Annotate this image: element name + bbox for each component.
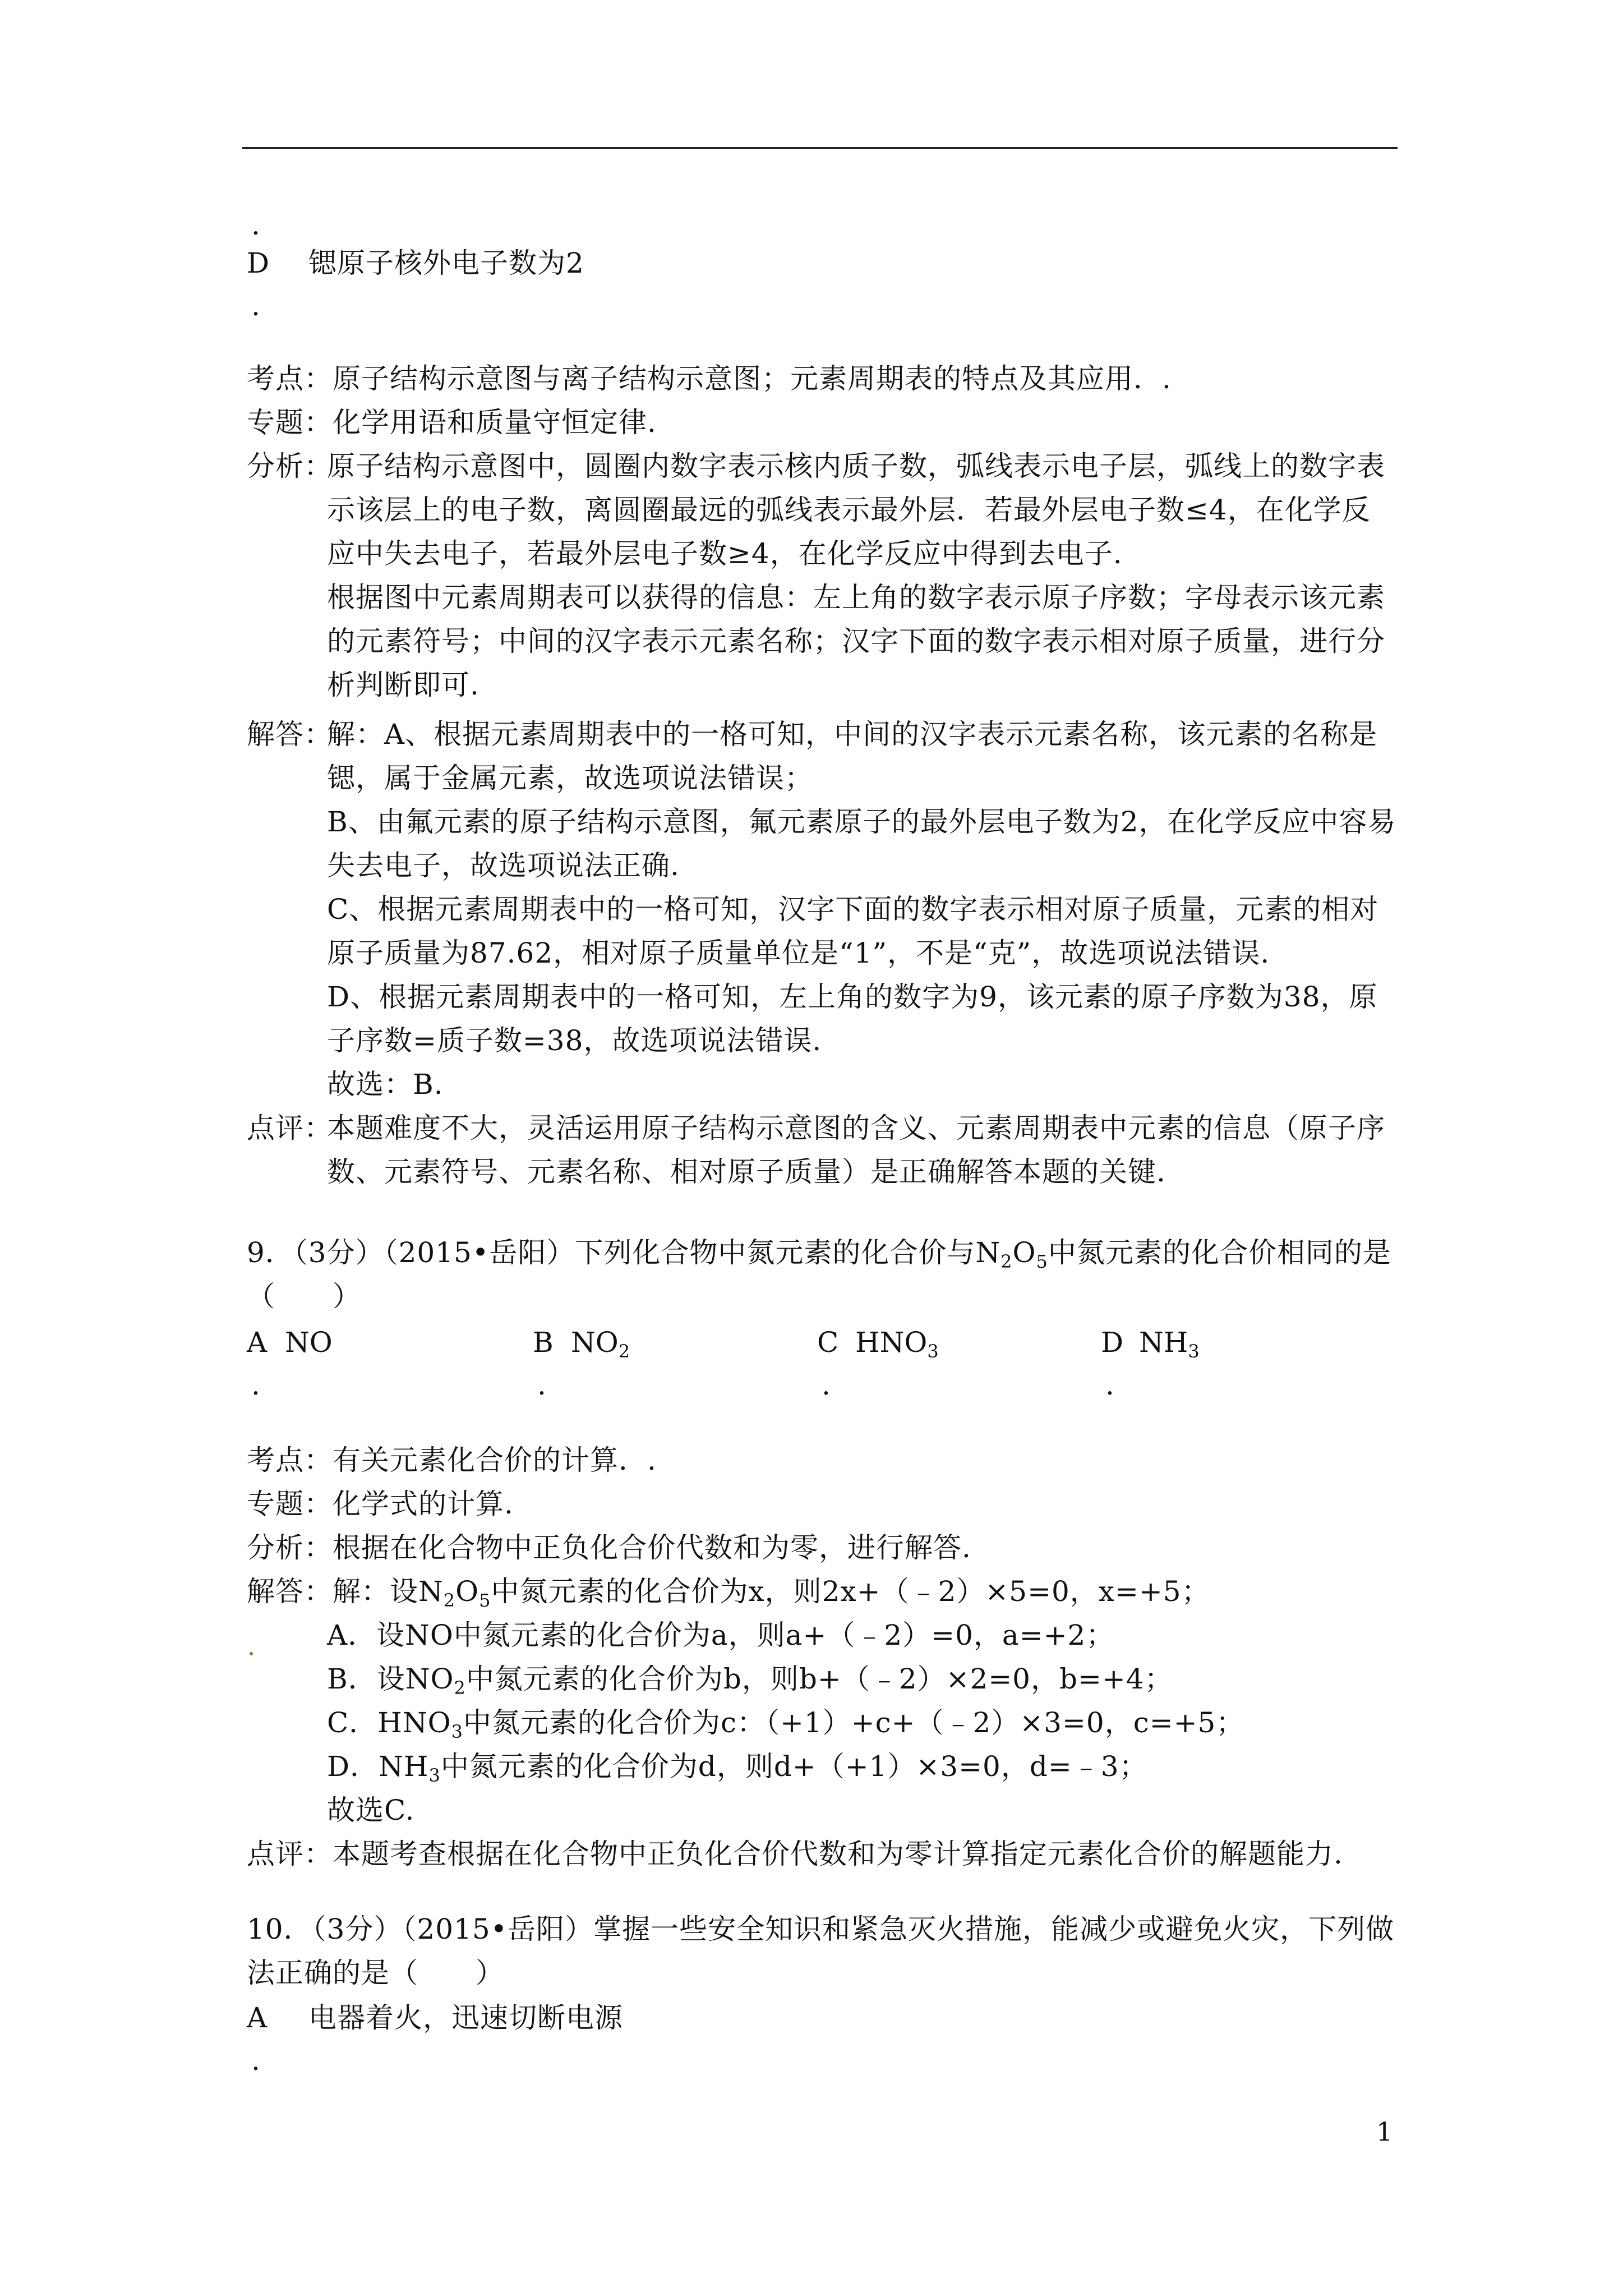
jieda-line: 失去电子，故选项说法正确. (327, 849, 680, 882)
fenxi-line: 析判断即可. (327, 669, 479, 701)
subscript: 3 (1188, 1341, 1200, 1362)
jieda-line: 解：A、根据元素周期表中的一格可知，中间的汉字表示元素名称，该元素的名称是 (327, 718, 1378, 751)
question-10-stem: 10．（3分）（2015•岳阳）掌握一些安全知识和紧急灭火措施，能减少或避免火灾，下列做 (247, 1913, 1395, 1945)
jieda-label: 解答： (247, 1575, 333, 1608)
option-formula: HNO (855, 1326, 928, 1359)
dianping-label: 点评： (247, 1112, 333, 1144)
stem-text: 9．（3分）（2015•岳阳）下列化合物中氮元素的化合价与 (247, 1236, 976, 1269)
option-dot: . (251, 2044, 260, 2077)
fenxi-line: 原子结构示意图中，圆圈内数字表示核内质子数，弧线表示电子层，弧线上的数字表 (327, 450, 1385, 482)
solution-a: A．设NO中氮元素的化合价为a，则a+（﹣2）=0，a=+2； (327, 1619, 1115, 1651)
fenxi-text: 根据在化合物中正负化合价代数和为零，进行解答. (333, 1531, 971, 1564)
fenxi-line (247, 1529, 971, 1566)
solution-text: 中氮元素的化合价为b，则b+（﹣2）×2=0，b=+4； (465, 1663, 1173, 1695)
jieda-line: B、由氟元素的原子结构示意图，氟元素原子的最外层电子数为2，在化学反应中容易 (327, 806, 1396, 838)
option-text: 电器着火，迅速切断电源 (308, 2001, 623, 2034)
solution-text: D．NH (327, 1750, 429, 1783)
solution-text: B．设NO (327, 1663, 454, 1695)
jieda-text: 解：设N (333, 1575, 444, 1608)
zhuanti-label: 专题： (247, 406, 333, 439)
jieda-line: 原子质量为87.62，相对原子质量单位是“1”，不是“克”，故选项说法错误. (327, 937, 1270, 969)
option-dot: . (251, 209, 260, 241)
zhuanti-line (247, 404, 657, 441)
header-rule (242, 147, 1398, 149)
option-dot: . (537, 1369, 546, 1401)
option-dot: . (251, 289, 260, 322)
kaodian-label: 考点： (247, 362, 333, 395)
subscript: 3 (927, 1341, 939, 1362)
zhuanti-text: 化学用语和质量守恒定律. (333, 406, 657, 439)
option-dot: . (251, 1369, 260, 1401)
jieda-label: 解答： (247, 718, 333, 751)
jieda-text: 中氮元素的化合价为x，则2x+（﹣2）×5=0，x=+5； (491, 1575, 1210, 1608)
option-key: B (533, 1326, 554, 1359)
answer-paren: （ ） (247, 1280, 361, 1313)
zhuanti-line (247, 1485, 514, 1522)
solution-c (327, 1704, 1244, 1741)
fenxi-line: 示该层上的电子数，离圆圈最远的弧线表示最外层．若最外层电子数≤4，在化学反 (327, 494, 1371, 526)
option-dot: . (1105, 1369, 1114, 1401)
kaodian-text: 原子结构示意图与离子结构示意图；元素周期表的特点及其应用．. (333, 362, 1172, 395)
solution-b (327, 1660, 1173, 1697)
option-key: D (1101, 1326, 1124, 1359)
subscript: 5 (1036, 1251, 1048, 1272)
option-key: C (817, 1326, 839, 1359)
page-number: 1 (1376, 2116, 1393, 2147)
option-key: A (247, 1326, 268, 1359)
answer-line: 故选C. (327, 1794, 415, 1826)
subscript: 2 (443, 1590, 456, 1611)
option-d (1101, 1324, 1200, 1361)
dianping-line: 本题难度不大，灵活运用原子结构示意图的含义、元素周期表中元素的信息（原子序 (327, 1112, 1385, 1144)
kaodian-label: 考点： (247, 1444, 333, 1476)
option-dot: . (822, 1369, 831, 1401)
kaodian-line (247, 360, 1172, 397)
fenxi-line: 应中失去电子，若最外层电子数≥4，在化学反应中得到去电子. (327, 537, 1123, 570)
formula: O (1012, 1236, 1036, 1269)
dianping-text: 本题考查根据在化合物中正负化合价代数和为零计算指定元素化合价的解题能力. (333, 1838, 1343, 1870)
subscript: 3 (428, 1765, 441, 1786)
jieda-text: O (455, 1575, 479, 1608)
subscript: 2 (1000, 1251, 1013, 1272)
jieda-line (247, 1573, 1210, 1610)
kaodian-text: 有关元素化合价的计算．. (333, 1444, 657, 1476)
option-key: A (247, 2001, 268, 2034)
fenxi-line: 的元素符号；中间的汉字表示元素名称；汉字下面的数字表示相对原子质量，进行分 (327, 625, 1385, 657)
question-9-stem (247, 1234, 1391, 1271)
dianping-line (247, 1835, 1343, 1872)
dianping-line: 数、元素符号、元素名称、相对原子质量）是正确解答本题的关键. (327, 1156, 1166, 1188)
option-text: 锶原子核外电子数为2 (308, 247, 584, 279)
fenxi-line: 根据图中元素周期表可以获得的信息：左上角的数字表示原子序数；字母表示该元素 (327, 581, 1385, 614)
kaodian-line (247, 1442, 657, 1479)
subscript: 3 (451, 1721, 463, 1742)
jieda-line: 子序数=质子数=38，故选项说法错误. (327, 1024, 822, 1057)
solution-d (327, 1748, 1148, 1785)
jieda-line: C、根据元素周期表中的一格可知，汉字下面的数字表示相对原子质量，元素的相对 (327, 893, 1379, 926)
subscript: 2 (618, 1341, 630, 1362)
option-formula: NH (1139, 1326, 1188, 1359)
option-c (817, 1324, 939, 1361)
zhuanti-text: 化学式的计算. (333, 1488, 514, 1520)
subscript: 2 (454, 1677, 466, 1699)
subscript: 5 (479, 1590, 491, 1611)
option-a (247, 1324, 333, 1361)
fenxi-label: 分析： (247, 450, 333, 482)
option-formula: NO (571, 1326, 619, 1359)
option-key: D (247, 247, 270, 279)
option-formula: NO (285, 1326, 333, 1359)
option-b (533, 1324, 630, 1361)
stem-text: 中氮元素的化合价相同的是 (1048, 1236, 1391, 1269)
solution-text: 中氮元素的化合价为d，则d+（+1）×3=0，d=﹣3； (440, 1750, 1148, 1783)
question-10-stem-cont: 法正确的是（ ） (247, 1957, 504, 1989)
fenxi-label: 分析： (247, 1531, 333, 1564)
jieda-line: 故选：B. (327, 1068, 444, 1101)
jieda-line: D、根据元素周期表中的一格可知，左上角的数字为9，该元素的原子序数为38，原 (327, 981, 1378, 1013)
zhuanti-label: 专题： (247, 1488, 333, 1520)
option-a (247, 1999, 623, 2036)
solution-text: 中氮元素的化合价为c：（+1）+c+（﹣2）×3=0，c=+5； (463, 1706, 1245, 1739)
jieda-line: 锶，属于金属元素，故选项说法错误； (327, 762, 813, 794)
option-d (247, 245, 584, 282)
dianping-label: 点评： (247, 1838, 333, 1870)
solution-text: C．HNO (327, 1706, 451, 1739)
formula: N (975, 1236, 1001, 1269)
stray-mark (250, 1652, 253, 1655)
